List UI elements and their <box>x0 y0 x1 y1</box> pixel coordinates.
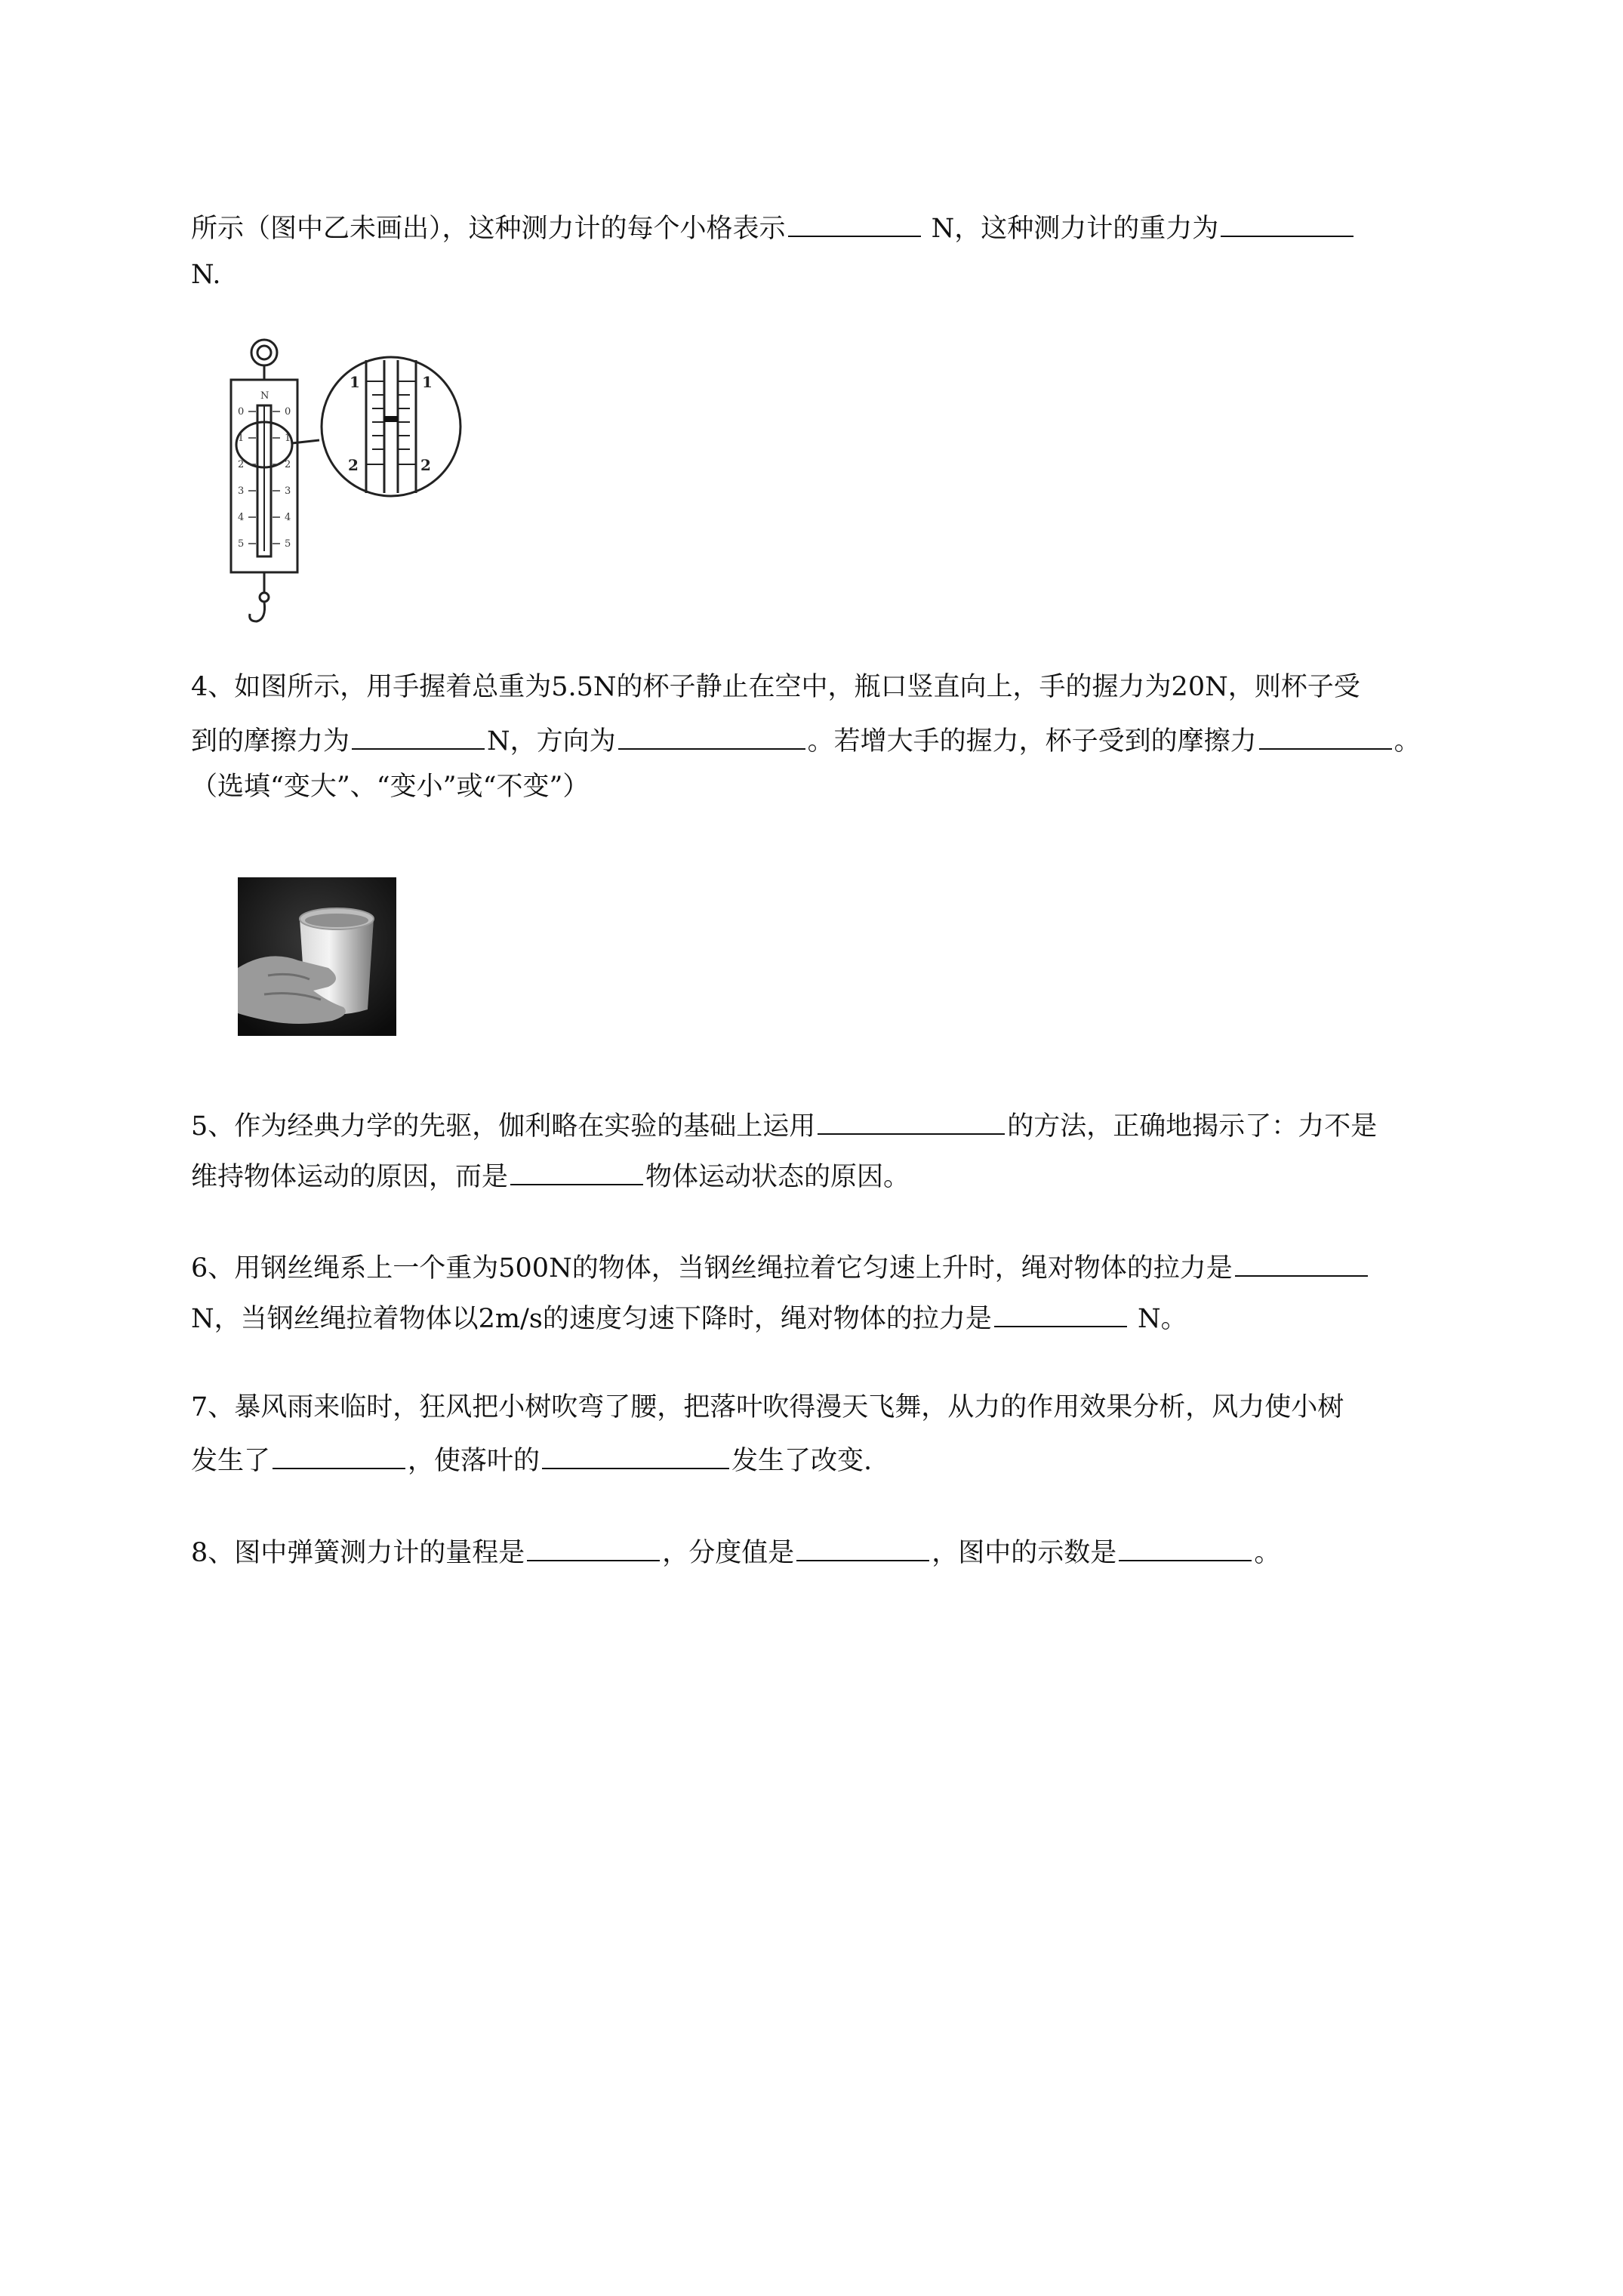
q3-line-1 <box>191 208 1356 245</box>
q4-line-1 <box>191 670 1360 704</box>
q3-blank-weight[interactable] <box>1221 208 1354 237</box>
svg-text:3: 3 <box>285 485 291 497</box>
q4-text-c: N，方向为 <box>487 726 616 757</box>
svg-text:0: 0 <box>285 406 291 418</box>
svg-text:2: 2 <box>238 459 245 470</box>
q8-blank-division[interactable] <box>796 1533 929 1561</box>
q7-text-a: 7、暴风雨来临时，狂风把小树吹弯了腰，把落叶吹得漫天飞舞，从力的作用效果分析，风力使小树 <box>191 1392 1344 1422</box>
scale-top-ring <box>251 340 277 365</box>
q8-text-b: ，分度值是 <box>662 1538 795 1568</box>
q4-line-3 <box>191 770 589 803</box>
q6-text-b: N，当钢丝绳拉着物体以2m/s的速度匀速下降时，绳对物体的拉力是 <box>191 1304 992 1334</box>
q5-text-d: 物体运动状态的原因。 <box>645 1162 910 1192</box>
q5-line-1 <box>191 1106 1377 1143</box>
q7-line-1 <box>191 1391 1344 1424</box>
q5-line-2 <box>191 1157 910 1194</box>
svg-text:2: 2 <box>348 456 359 474</box>
q4-text-a: 4、如图所示，用手握着总重为5.5N的杯子静止在空中，瓶口竖直向上，手的握力为20N，则杯子受 <box>191 672 1360 702</box>
q8-text-a: 8、图中弹簧测力计的量程是 <box>191 1538 525 1568</box>
svg-text:1: 1 <box>238 433 245 444</box>
svg-text:4: 4 <box>285 512 291 523</box>
q7-line-2 <box>191 1441 872 1478</box>
q8-line-1 <box>191 1533 1280 1570</box>
q4-blank-direction[interactable] <box>618 721 805 750</box>
svg-text:1: 1 <box>350 373 360 391</box>
q7-blank-state[interactable] <box>542 1441 729 1469</box>
q6-line-1 <box>191 1248 1370 1285</box>
q7-text-d: 发生了改变. <box>731 1446 873 1476</box>
q6-text-c: N。 <box>1137 1304 1187 1334</box>
q7-text-c: ，使落叶的 <box>408 1446 540 1476</box>
svg-text:2: 2 <box>420 456 431 474</box>
q4-line-2 <box>191 721 1421 758</box>
scale-pointer <box>384 416 398 422</box>
scale-magnifier <box>322 357 460 496</box>
svg-text:0: 0 <box>238 406 245 418</box>
q3-text-c: N. <box>191 260 221 290</box>
svg-text:1: 1 <box>285 433 291 444</box>
q8-blank-range[interactable] <box>527 1533 660 1561</box>
svg-text:3: 3 <box>238 485 245 497</box>
spring-scale-figure <box>223 336 468 627</box>
q6-blank-tension-down[interactable] <box>994 1299 1127 1327</box>
q3-text-b: N，这种测力计的重力为 <box>931 214 1219 244</box>
svg-text:1: 1 <box>422 373 433 391</box>
svg-text:5: 5 <box>285 538 291 550</box>
q4-text-f: （选填“变大”、“变小”或“不变”） <box>191 772 590 802</box>
q6-text-a: 6、用钢丝绳系上一个重为500N的物体，当钢丝绳拉着它匀速上升时，绳对物体的拉力是 <box>191 1253 1233 1284</box>
q8-text-c: ，图中的示数是 <box>932 1538 1117 1568</box>
scale-hook <box>250 602 265 621</box>
scale-unit-label: N <box>260 390 269 402</box>
q6-blank-tension-up[interactable] <box>1235 1248 1368 1277</box>
q3-blank-grid-value[interactable] <box>788 208 921 237</box>
q5-text-b: 的方法，正确地揭示了：力不是 <box>1007 1111 1378 1142</box>
svg-text:5: 5 <box>238 538 245 550</box>
svg-text:2: 2 <box>285 459 291 470</box>
q5-blank-cause[interactable] <box>510 1157 643 1185</box>
q8-text-d: 。 <box>1254 1538 1281 1568</box>
q6-line-2 <box>191 1299 1187 1336</box>
q5-text-a: 5、作为经典力学的先驱，伽利略在实验的基础上运用 <box>191 1111 816 1142</box>
svg-text:4: 4 <box>238 512 245 523</box>
q4-text-b: 到的摩擦力为 <box>191 726 350 757</box>
q7-blank-effect[interactable] <box>273 1441 405 1469</box>
q7-text-b: 发生了 <box>191 1446 271 1476</box>
q4-text-e: 。 <box>1394 726 1421 757</box>
hand-holding-cup-photo <box>238 877 396 1036</box>
q5-text-c: 维持物体运动的原因，而是 <box>191 1162 509 1192</box>
q3-line-2 <box>191 258 221 291</box>
q4-text-d: 。若增大手的握力，杯子受到的摩擦力 <box>807 726 1257 757</box>
q4-blank-friction[interactable] <box>352 721 485 750</box>
q5-blank-method[interactable] <box>818 1106 1005 1135</box>
q3-text-a: 所示（图中乙未画出），这种测力计的每个小格表示 <box>191 214 786 244</box>
q4-blank-change[interactable] <box>1259 721 1392 750</box>
q8-blank-reading[interactable] <box>1119 1533 1252 1561</box>
